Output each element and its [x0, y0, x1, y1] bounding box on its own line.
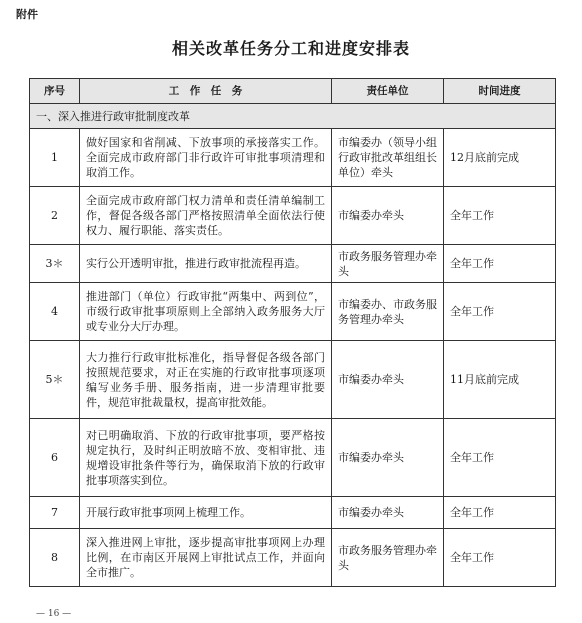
row-schedule: 11月底前完成 [444, 341, 556, 419]
row-schedule: 全年工作 [444, 245, 556, 283]
task-table [29, 78, 556, 587]
row-number: 2 [30, 187, 80, 245]
table-row [30, 283, 556, 341]
row-unit: 市编委办牵头 [332, 419, 444, 497]
row-number: 7 [30, 497, 80, 529]
section-row [30, 104, 556, 129]
row-unit: 市编委办牵头 [332, 341, 444, 419]
row-unit: 市编委办牵头 [332, 187, 444, 245]
table-row [30, 419, 556, 497]
row-unit: 市编委办、市政务服务管理办牵头 [332, 283, 444, 341]
header-schedule: 时间进度 [444, 79, 556, 104]
table-row [30, 245, 556, 283]
row-number: 3＊ [30, 245, 80, 283]
row-number: 1 [30, 129, 80, 187]
row-number: 6 [30, 419, 80, 497]
row-schedule: 全年工作 [444, 419, 556, 497]
row-unit: 市政务服务管理办牵头 [332, 529, 444, 587]
row-task: 实行公开透明审批，推进行政审批流程再造。 [80, 245, 332, 283]
attachment-label: 附件 [16, 8, 38, 21]
row-task: 深入推进网上审批，逐步提高审批事项网上办理比例，在市南区开展网上审批试点工作，并面向全市推广。 [80, 529, 332, 587]
row-number: 5＊ [30, 341, 80, 419]
row-task: 做好国家和省削减、下放事项的承接落实工作。全面完成市政府部门非行政许可审批事项清理和取消工作。 [80, 129, 332, 187]
header-unit: 责任单位 [332, 79, 444, 104]
table-row [30, 497, 556, 529]
header-task: 工 作 任 务 [80, 79, 332, 104]
table-row [30, 341, 556, 419]
section-title: 一、深入推进行政审批制度改革 [30, 104, 556, 129]
row-number: 4 [30, 283, 80, 341]
row-schedule: 12月底前完成 [444, 129, 556, 187]
row-task: 对已明确取消、下放的行政审批事项，要严格按规定执行，及时纠正明放暗不放、变相审批、违规增设审批条件等行为，确保取消下放的行政审批事项落实到位。 [80, 419, 332, 497]
row-task: 推进部门（单位）行政审批“两集中、两到位”，市级行政审批事项原则上全部纳入政务服务大厅或专业分大厅办理。 [80, 283, 332, 341]
header-no: 序号 [30, 79, 80, 104]
row-task: 开展行政审批事项网上梳理工作。 [80, 497, 332, 529]
page-title: 相关改革任务分工和进度安排表 [171, 39, 410, 58]
table-row [30, 129, 556, 187]
row-unit: 市编委办（领导小组行政审批改革组组长单位）牵头 [332, 129, 444, 187]
row-unit: 市编委办牵头 [332, 497, 444, 529]
row-unit: 市政务服务管理办牵头 [332, 245, 444, 283]
row-schedule: 全年工作 [444, 187, 556, 245]
table-header-row [30, 79, 556, 104]
table-row [30, 529, 556, 587]
page-number: — 16 — [36, 609, 72, 619]
row-task: 大力推行行政审批标准化，指导督促各级各部门按照规范要求，对正在实施的行政审批事项逐项编写业务手册、服务指南，进一步清理审批要件，规范审批裁量权，提高审批效能。 [80, 341, 332, 419]
table-row [30, 187, 556, 245]
row-schedule: 全年工作 [444, 283, 556, 341]
row-task: 全面完成市政府部门权力清单和责任清单编制工作，督促各级各部门严格按照清单全面依法行使权力、履行职能、落实责任。 [80, 187, 332, 245]
row-schedule: 全年工作 [444, 497, 556, 529]
row-schedule: 全年工作 [444, 529, 556, 587]
row-number: 8 [30, 529, 80, 587]
